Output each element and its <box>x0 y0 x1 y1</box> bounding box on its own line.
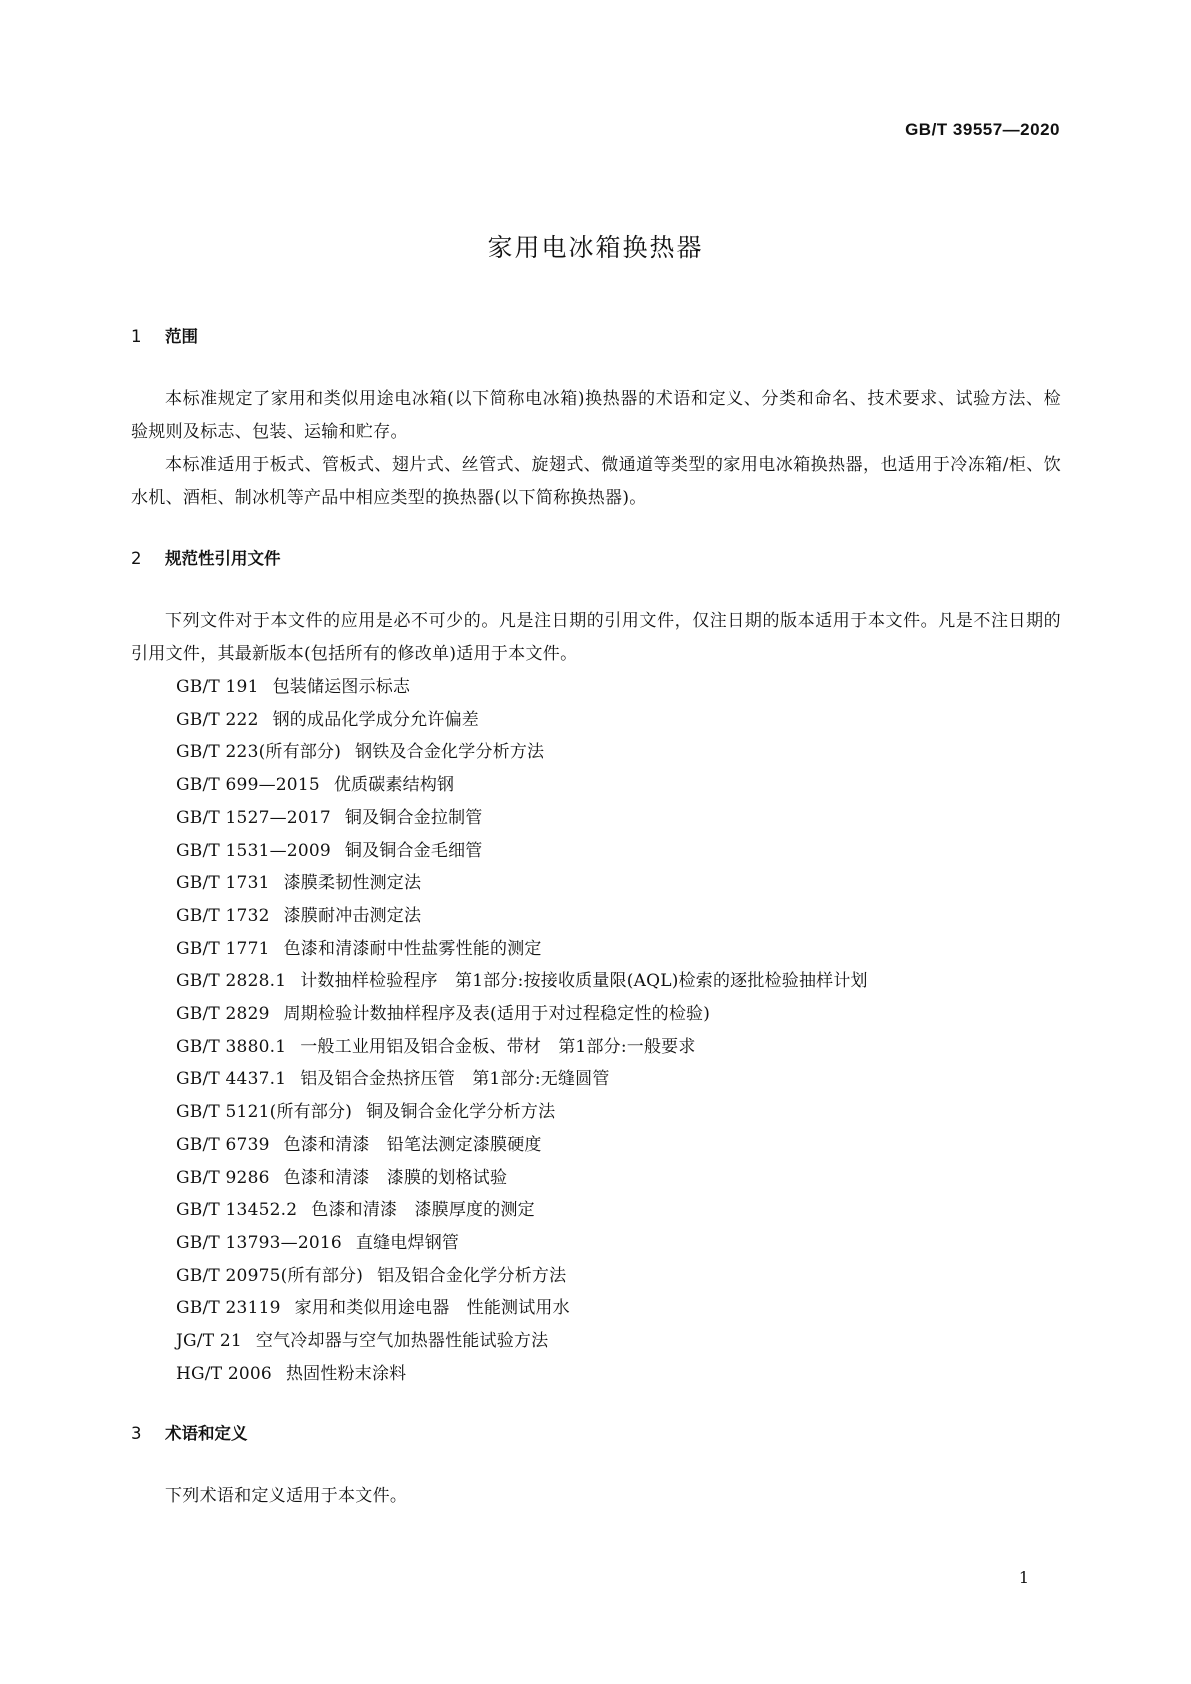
reference-list <box>131 671 1061 1390</box>
reference-title: 优质碳素结构钢 <box>333 775 455 796</box>
reference-title: 空气冷却器与空气加热器性能试验方法 <box>255 1331 549 1352</box>
reference-item <box>131 802 1061 835</box>
document-title: 家用电冰箱换热器 <box>487 233 704 262</box>
reference-code: GB/T 13452.2 <box>176 1200 298 1221</box>
reference-item <box>131 1358 1061 1391</box>
reference-item <box>131 1096 1061 1129</box>
reference-code: JG/T 21 <box>176 1331 242 1352</box>
reference-item <box>131 769 1061 802</box>
section-number: 1 <box>131 327 142 346</box>
reference-item <box>131 900 1061 933</box>
section-title: 术语和定义 <box>165 1424 248 1444</box>
reference-item <box>131 1260 1061 1293</box>
reference-item <box>131 1031 1061 1064</box>
reference-code: GB/T 4437.1 <box>176 1069 287 1090</box>
section-heading-scope <box>131 325 1061 349</box>
reference-title: 直缝电焊钢管 <box>355 1232 460 1253</box>
reference-item <box>131 1129 1061 1162</box>
reference-title: 漆膜耐冲击测定法 <box>283 905 422 926</box>
paragraph: 下列文件对于本文件的应用是必不可少的。凡是注日期的引用文件，仅注日期的版本适用于本文件。凡是不注日期的引用文件，其最新版本(包括所有的修改单)适用于本文件。 <box>131 611 1061 664</box>
reference-title: 计数抽样检验程序 第1部分:按接收质量限(AQL)检索的逐批检验抽样计划 <box>300 971 868 992</box>
reference-code: GB/T 9286 <box>176 1167 270 1188</box>
reference-code: GB/T 2828.1 <box>176 971 287 992</box>
standard-code: GB/T 39557—2020 <box>905 120 1060 139</box>
reference-code: GB/T 23119 <box>176 1298 281 1319</box>
reference-title: 铜及铜合金拉制管 <box>344 807 483 828</box>
reference-code: GB/T 1771 <box>176 938 270 959</box>
paragraph: 本标准适用于板式、管板式、翅片式、丝管式、旋翅式、微通道等类型的家用电冰箱换热器，也适用于冷冻箱/柜、饮水机、酒柜、制冰机等产品中相应类型的换热器(以下简称换热器)。 <box>131 455 1061 508</box>
paragraph: 本标准规定了家用和类似用途电冰箱(以下简称电冰箱)换热器的术语和定义、分类和命名、技术要求、试验方法、检验规则及标志、包装、运输和贮存。 <box>131 389 1061 442</box>
reference-item <box>131 704 1061 737</box>
reference-item <box>131 736 1061 769</box>
reference-item <box>131 835 1061 868</box>
reference-title: 钢铁及合金化学分析方法 <box>355 742 545 763</box>
reference-item <box>131 1063 1061 1096</box>
section-heading-terms-and-definitions <box>131 1422 1061 1446</box>
reference-code: GB/T 1531—2009 <box>176 840 331 861</box>
reference-item <box>131 1194 1061 1227</box>
reference-code: GB/T 2829 <box>176 1004 270 1025</box>
document-body <box>131 325 1061 1513</box>
reference-title: 铝及铝合金化学分析方法 <box>377 1265 567 1286</box>
reference-item <box>131 1227 1061 1260</box>
reference-code: GB/T 20975(所有部分) <box>176 1265 364 1286</box>
reference-code: GB/T 3880.1 <box>176 1036 287 1057</box>
reference-title: 铜及铜合金化学分析方法 <box>366 1102 556 1123</box>
reference-item <box>131 933 1061 966</box>
reference-title: 色漆和清漆 漆膜厚度的测定 <box>311 1200 535 1221</box>
reference-code: GB/T 191 <box>176 677 259 697</box>
reference-code: GB/T 699—2015 <box>176 775 320 796</box>
reference-title: 钢的成品化学成分允许偏差 <box>272 709 479 730</box>
section-number: 2 <box>131 549 142 568</box>
reference-title: 一般工业用铝及铝合金板、带材 第1部分:一般要求 <box>300 1036 696 1057</box>
reference-item <box>131 998 1061 1031</box>
reference-title: 周期检验计数抽样程序及表(适用于对过程稳定性的检验) <box>283 1004 711 1025</box>
reference-title: 热固性粉末涂料 <box>285 1363 407 1384</box>
reference-item <box>131 1325 1061 1358</box>
reference-title: 漆膜柔韧性测定法 <box>283 873 422 894</box>
page-number: 1 <box>1018 1568 1029 1587</box>
reference-code: GB/T 222 <box>176 709 259 730</box>
reference-code: GB/T 223(所有部分) <box>176 742 342 763</box>
reference-title: 铜及铜合金毛细管 <box>344 840 483 861</box>
reference-title: 家用和类似用途电器 性能测试用水 <box>294 1298 570 1319</box>
reference-code: HG/T 2006 <box>176 1363 272 1384</box>
reference-title: 色漆和清漆耐中性盐雾性能的测定 <box>283 938 542 959</box>
reference-item <box>131 1162 1061 1195</box>
paragraph: 下列术语和定义适用于本文件。 <box>165 1486 408 1507</box>
section-title: 规范性引用文件 <box>165 549 281 568</box>
reference-title: 色漆和清漆 铅笔法测定漆膜硬度 <box>283 1134 542 1155</box>
reference-code: GB/T 5121(所有部分) <box>176 1102 353 1123</box>
reference-code: GB/T 1732 <box>176 905 270 926</box>
reference-code: GB/T 6739 <box>176 1134 270 1155</box>
reference-title: 包装储运图示标志 <box>272 677 411 697</box>
reference-item <box>131 965 1061 998</box>
reference-title: 色漆和清漆 漆膜的划格试验 <box>283 1167 508 1188</box>
section-heading-normative-references <box>131 547 1061 571</box>
reference-item <box>131 671 1061 704</box>
section-title: 范围 <box>165 327 198 346</box>
reference-code: GB/T 13793—2016 <box>176 1232 342 1253</box>
reference-item <box>131 1292 1061 1325</box>
reference-item <box>131 867 1061 900</box>
reference-title: 铝及铝合金热挤压管 第1部分:无缝圆管 <box>300 1069 610 1090</box>
reference-code: GB/T 1527—2017 <box>176 807 331 828</box>
section-number: 3 <box>131 1424 142 1444</box>
reference-code: GB/T 1731 <box>176 873 270 894</box>
